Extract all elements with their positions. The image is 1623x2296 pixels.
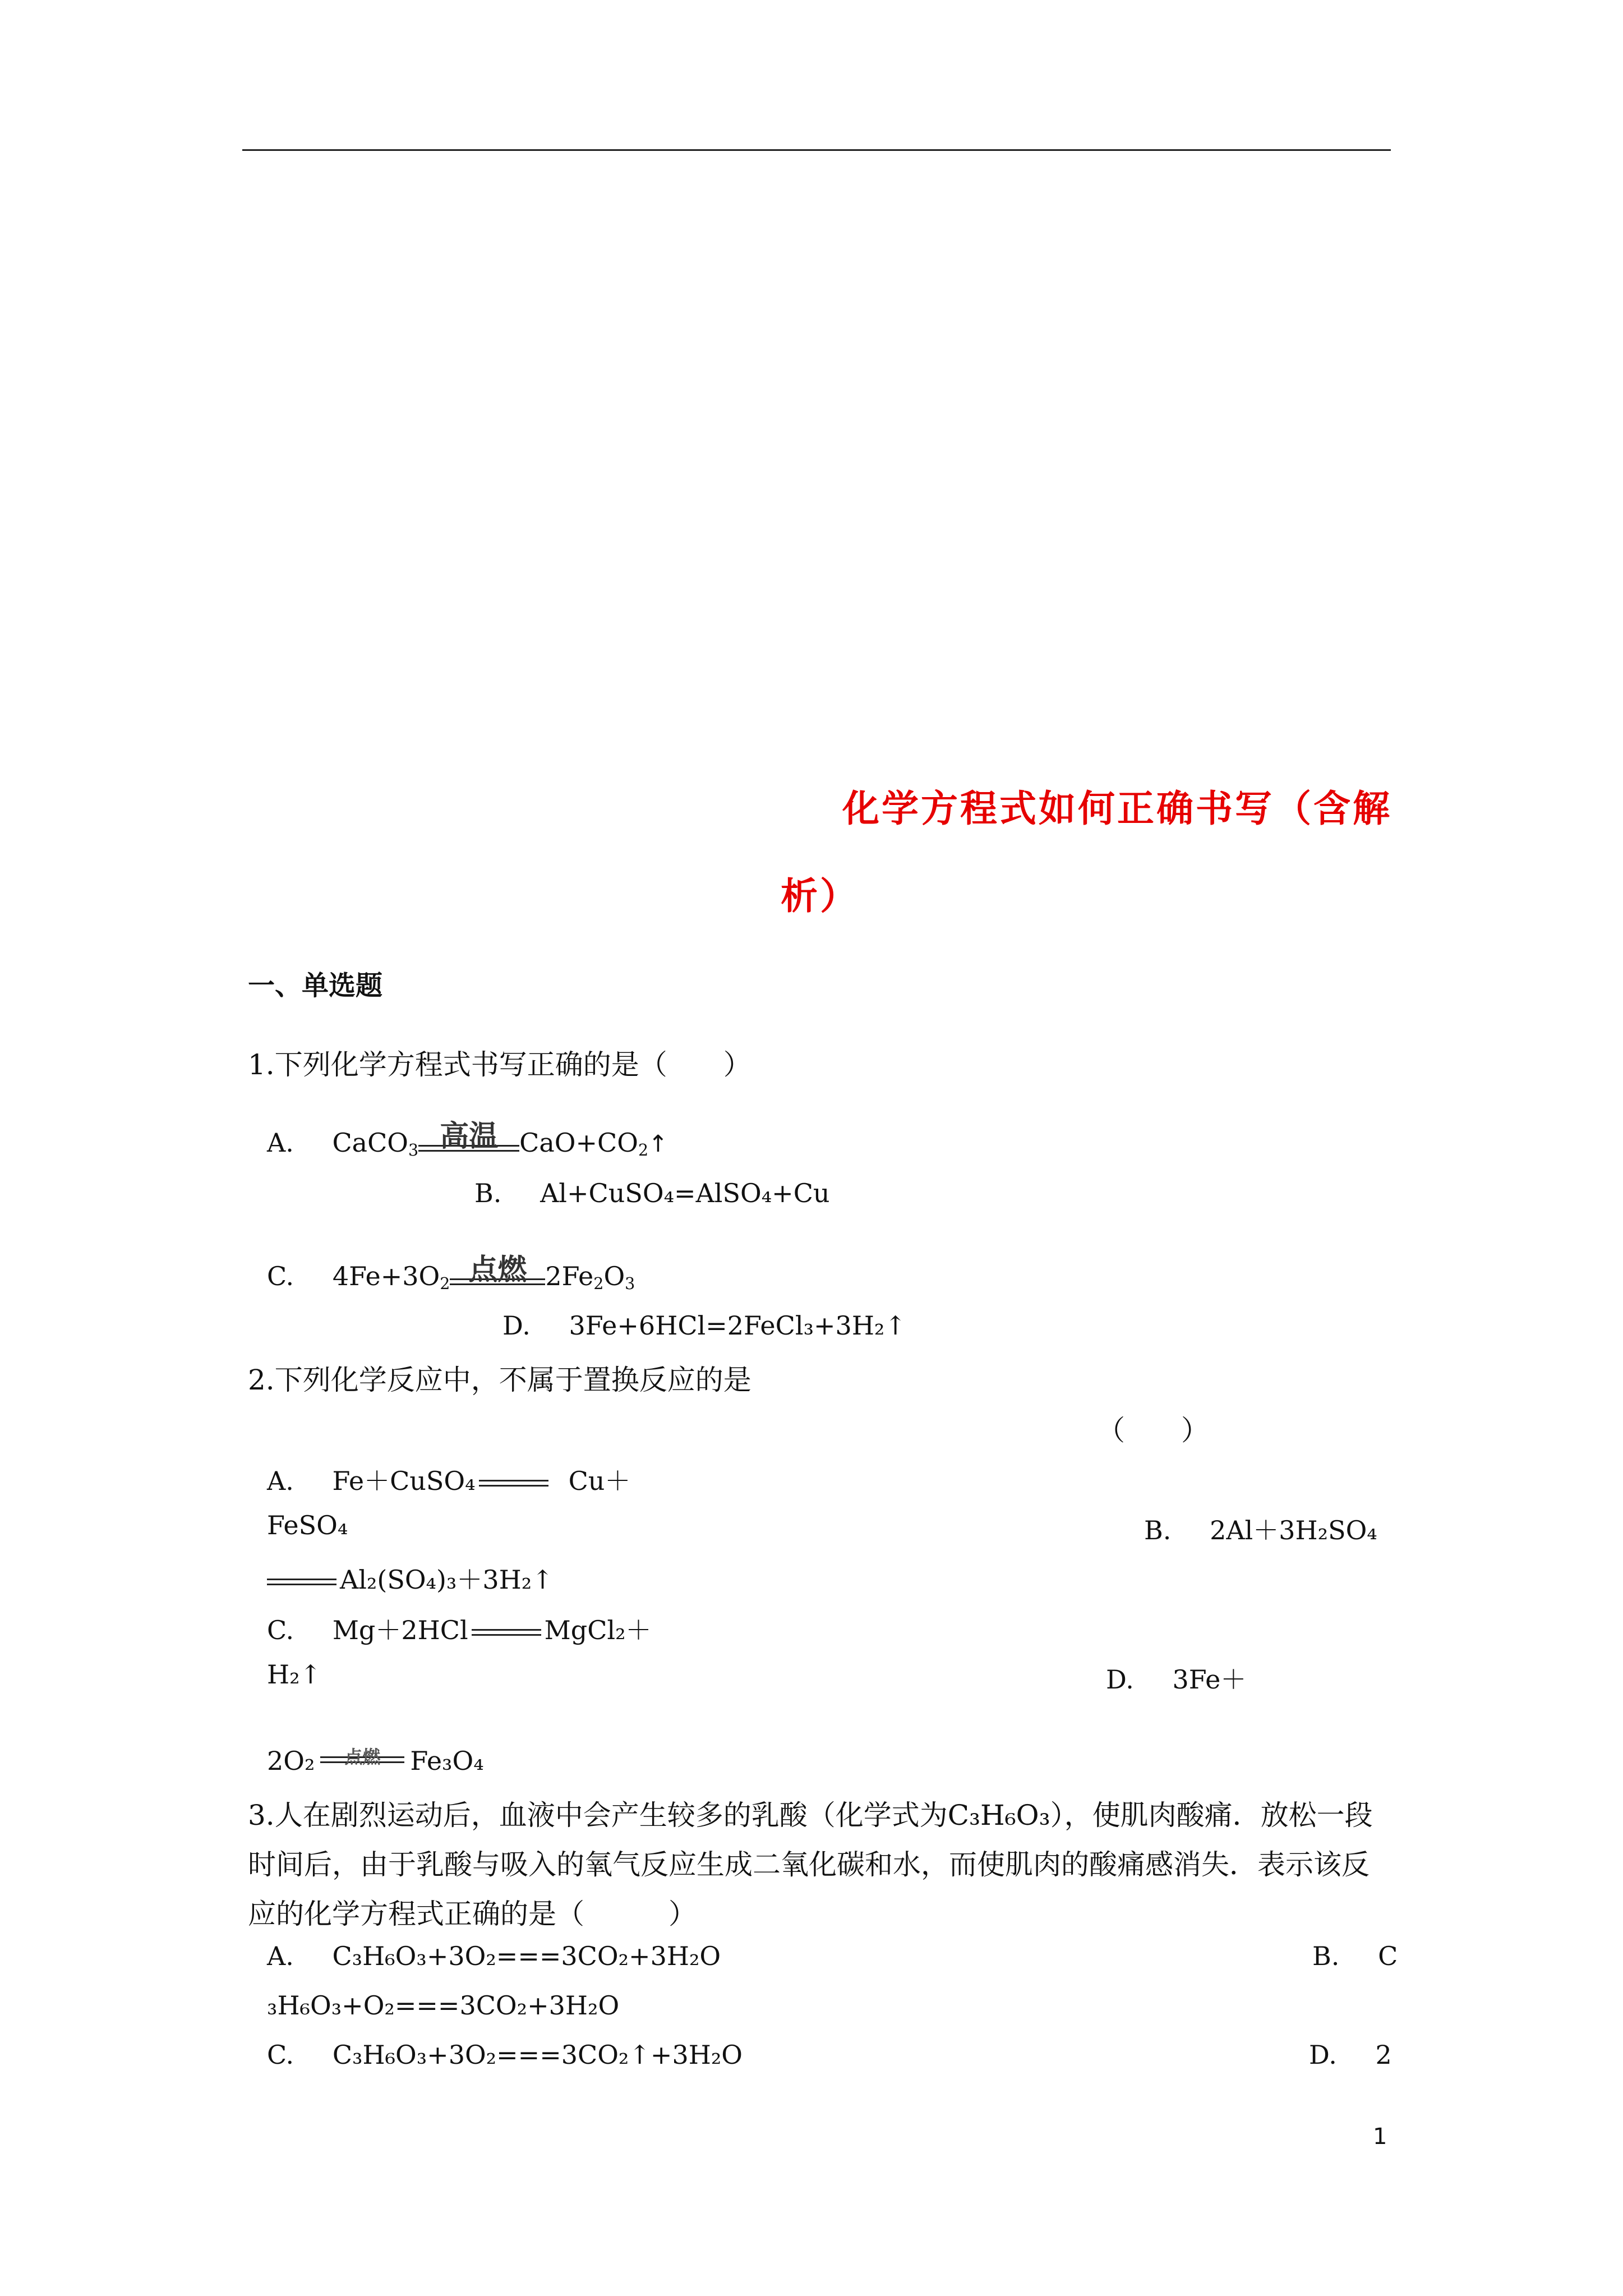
q2-d-product: Fe₃O₄ [410,1746,484,1776]
q1-a-condition: 高温 [440,1120,499,1153]
q3-stem-line3: 应的化学方程式正确的是（ ） [248,1898,697,1930]
q1-d-text: 3Fe+6HCl=2FeCl₃+3H₂↑ [569,1310,906,1341]
q3-option-a [267,1941,721,1971]
q2-a-reactants: Fe＋CuSO₄ [332,1466,476,1496]
q3-option-c [267,2040,743,2070]
q3-stem-line2: 时间后，由于乳酸与吸入的氧气反应生成二氧化碳和水，而使肌肉的酸痛感消失．表示该反 [248,1848,1370,1881]
q3-option-b-line2: ₃H₆O₃+O₂===3CO₂+3H₂O [267,1990,620,2021]
q2-d-reactant-1: 3Fe＋ [1172,1664,1247,1695]
q2-option-b-line1 [1144,1510,1377,1547]
q2-option-d-line2 [267,1746,484,1776]
header-rule [242,149,1391,151]
q2-option-d-line1 [1106,1659,1246,1696]
q2-option-a-line2: FeSO₄ [267,1510,348,1540]
q3-stem-line1: 3.人在剧烈运动后，血液中会产生较多的乳酸（化学式为C₃H₆O₃），使肌肉酸痛．放松一段 [248,1799,1373,1832]
q1-b-label: B. [474,1178,502,1208]
q3-b-label: B. [1312,1941,1340,1971]
q2-option-c-line2: H₂↑ [267,1659,322,1690]
section-heading: 一、单选题 [248,970,383,1001]
q2-d-label: D. [1106,1664,1134,1695]
q2-c-product-1: MgCl₂＋ [544,1615,652,1645]
q2-a-product-1: Cu＋ [568,1466,631,1496]
q2-b-reactants: 2Al＋3H₂SO₄ [1210,1515,1377,1545]
q3-b-text: C [1378,1941,1398,1971]
q3-c-text: C₃H₆O₃+3O₂===3CO₂↑+3H₂O [332,2040,743,2070]
q2-c-reactants: Mg＋2HCl [332,1615,468,1645]
q1-option-b [474,1178,830,1208]
q3-option-d [1309,2040,1392,2070]
q3-d-text: 2 [1375,2040,1392,2070]
q2-option-b-line2 [267,1559,554,1596]
page-number: 1 [1373,2124,1387,2150]
q1-stem: 1.下列化学方程式书写正确的是（ ） [248,1048,751,1081]
q1-b-text: Al+CuSO₄=AlSO₄+Cu [540,1178,830,1208]
q2-b-products: Al₂(SO₄)₃＋3H₂↑ [340,1565,554,1595]
q1-c-label: C. [267,1261,294,1291]
q1-a-label: A. [267,1128,294,1158]
q3-a-label: A. [267,1941,294,1971]
q3-d-label: D. [1309,2040,1337,2070]
q2-a-label: A. [267,1466,294,1496]
q3-c-label: C. [267,2040,294,2070]
q1-option-c: C. $4Fe+3O_2$ 点燃 $2Fe_2O_3$ [267,1261,635,1291]
q1-option-a: A. CaCO$_3$ 高温 $CaO+CO_2↑$ [267,1128,668,1158]
q2-option-c-line1 [267,1610,652,1647]
q2-b-label: B. [1144,1515,1172,1545]
q1-c-condition: 点燃 [468,1253,527,1287]
q2-c-label: C. [267,1615,294,1645]
q2-stem: 2.下列化学反应中，不属于置换反应的是 [248,1364,751,1396]
title-line-1: 化学方程式如何正确书写（含解 [842,787,1392,830]
q2-option-a-line1 [267,1461,630,1498]
q2-d-condition: 点燃 [344,1746,381,1768]
title-line-2: 析） [781,875,859,918]
q3-a-text: C₃H₆O₃+3O₂===3CO₂+3H₂O [332,1941,721,1971]
q1-option-d [502,1310,906,1341]
q1-d-label: D. [502,1310,531,1341]
q2-d-reactant-2: 2O₂ [267,1746,315,1776]
q3-option-b [1312,1941,1398,1971]
q2-paren: （ ） [1097,1414,1209,1447]
